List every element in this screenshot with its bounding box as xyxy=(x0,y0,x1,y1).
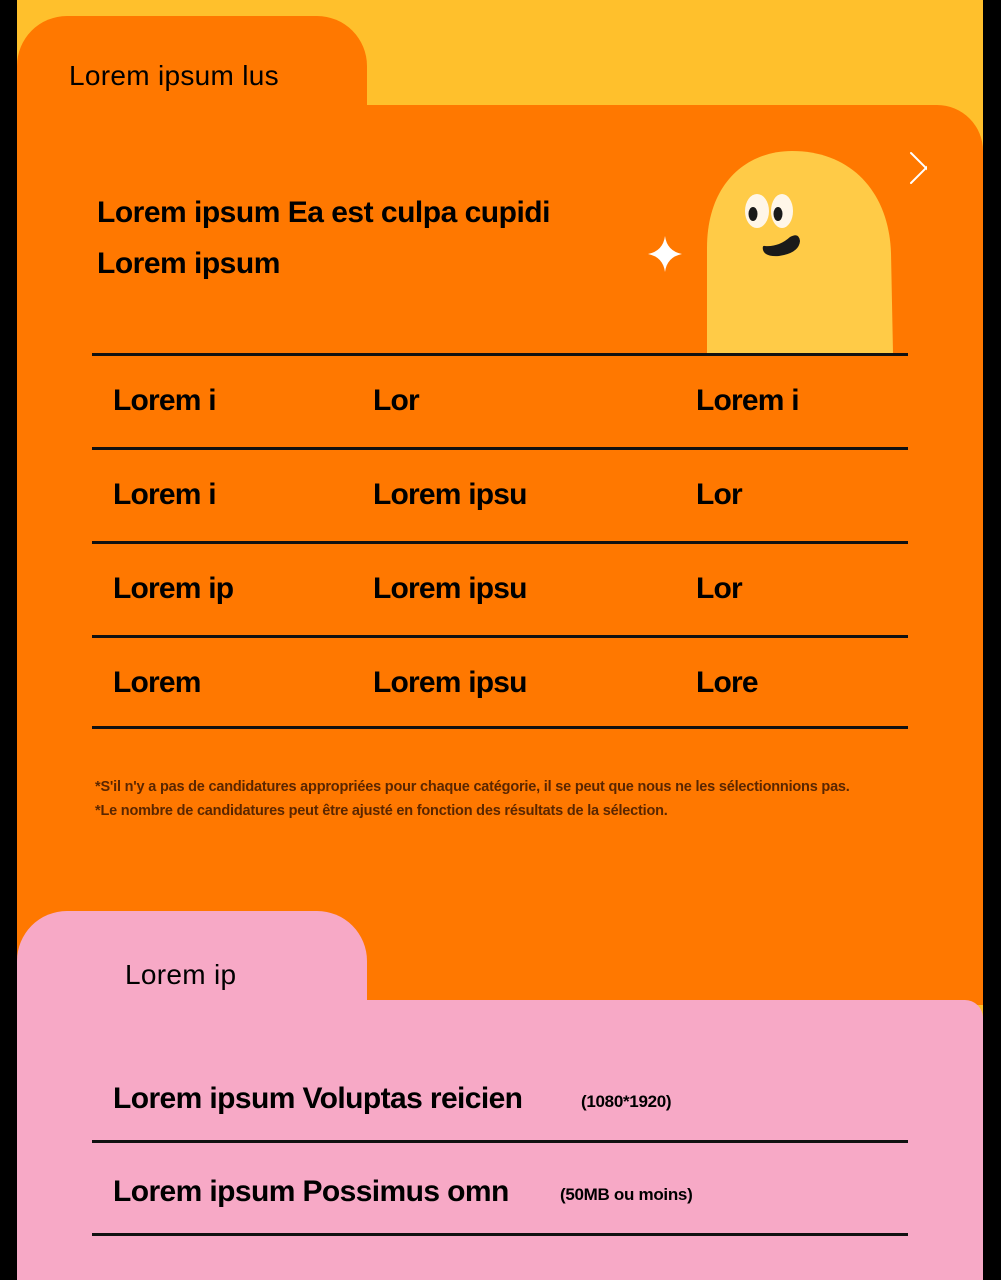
table-header-cell: Lor xyxy=(373,384,419,417)
table-cell: Lor xyxy=(696,572,742,605)
table-cell: Lor xyxy=(696,478,742,511)
requirements-list xyxy=(92,1050,908,1236)
table-row xyxy=(92,635,908,729)
section-panel-pink xyxy=(17,1000,983,1280)
list-item-note: (50MB ou moins) xyxy=(560,1185,693,1204)
footnote: *Le nombre de candidatures peut être ajusté en fonction des résultats de la sélection. xyxy=(95,803,668,819)
list-item-title: Lorem ipsum Voluptas reicien xyxy=(113,1082,523,1115)
categories-table xyxy=(92,353,908,729)
page xyxy=(17,0,983,1280)
table-row xyxy=(92,541,908,635)
table-header-cell: Lorem i xyxy=(113,384,216,417)
sparkle-star-icon xyxy=(648,236,682,272)
table-cell: Lore xyxy=(696,666,758,699)
headline-line-2: Lorem ipsum xyxy=(97,247,280,280)
table-cell: Lorem ipsu xyxy=(373,478,527,511)
table-header-cell: Lorem i xyxy=(696,384,799,417)
sparkle-cross-icon xyxy=(911,153,927,183)
section-tab-pink xyxy=(17,911,367,1011)
headline-line-1: Lorem ipsum Ea est culpa cupidi xyxy=(97,196,550,229)
headline xyxy=(97,187,550,289)
table-row xyxy=(92,447,908,541)
table-cell: Lorem ipsu xyxy=(373,572,527,605)
smiling-blob-mascot-icon xyxy=(627,143,927,355)
list-item xyxy=(92,1143,908,1236)
section-tab-label: Lorem ip xyxy=(125,959,237,990)
footnotes xyxy=(95,775,850,823)
footnote: *S'il n'y a pas de candidatures appropriées pour chaque catégorie, il se peut que nous ne les sélectionnions pas. xyxy=(95,779,850,795)
list-item xyxy=(92,1050,908,1143)
table-header-row xyxy=(92,353,908,447)
section-panel-orange xyxy=(17,105,983,1005)
table-cell: Lorem ip xyxy=(113,572,234,605)
list-item-title: Lorem ipsum Possimus omn xyxy=(113,1175,509,1208)
list-item-note: (1080*1920) xyxy=(581,1092,672,1111)
table-cell: Lorem xyxy=(113,666,201,699)
section-tab-label: Lorem ipsum lus xyxy=(69,60,279,91)
section-tab-orange xyxy=(17,16,367,116)
table-cell: Lorem i xyxy=(113,478,216,511)
table-cell: Lorem ipsu xyxy=(373,666,527,699)
